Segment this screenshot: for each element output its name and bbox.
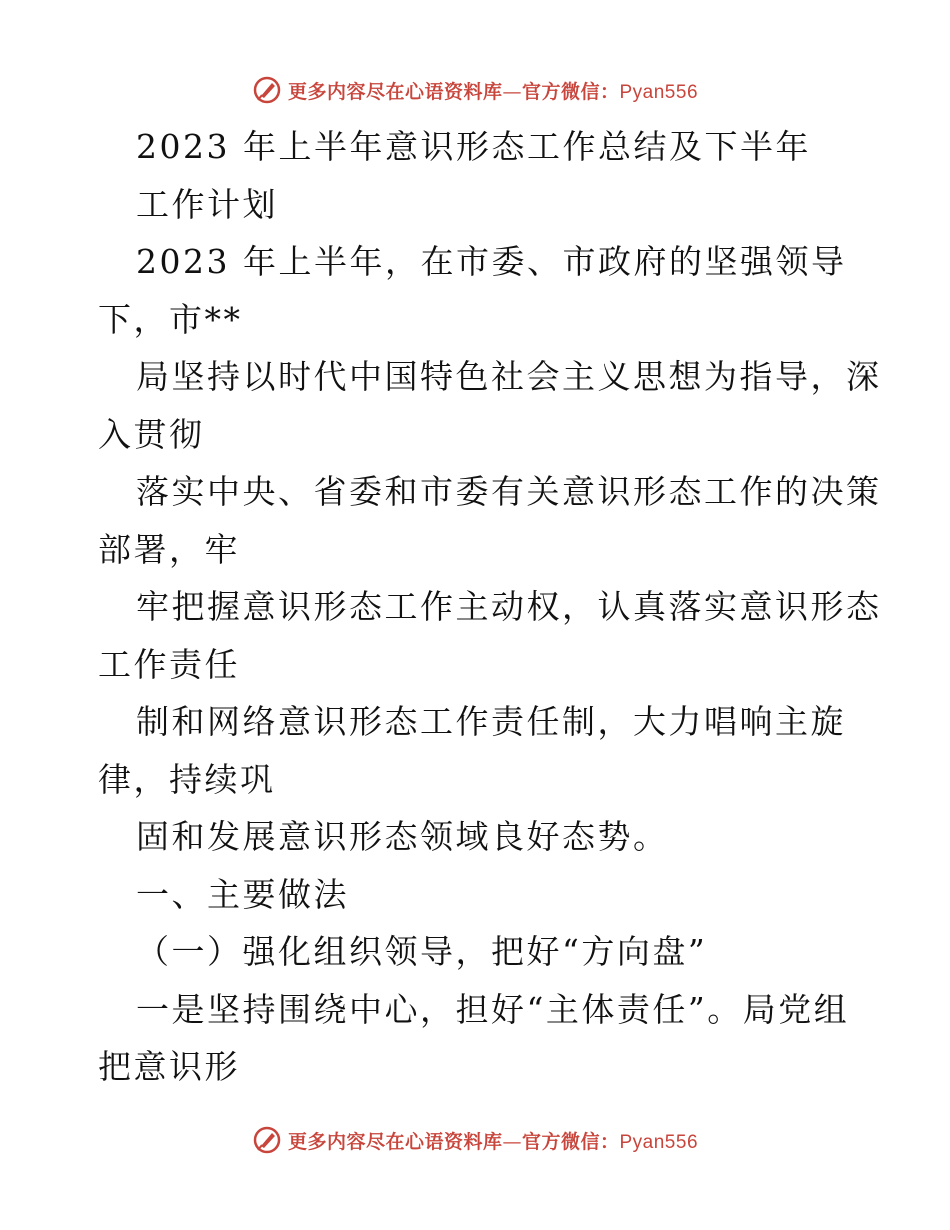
- text-line: （一）强化组织领导，把好“方向盘”: [136, 932, 708, 971]
- text-line: 局坚持以时代中国特色社会主义思想为指导，深: [136, 357, 882, 396]
- text-line: 一、主要做法: [136, 874, 349, 914]
- text-line: 2023 年上半年，在市委、市政府的坚强领导: [136, 242, 847, 281]
- text-line: 下，市**: [98, 299, 243, 339]
- pen-logo-icon: [252, 1125, 282, 1155]
- watermark-footer: [0, 1120, 950, 1160]
- text-line: 部署，牢: [98, 529, 240, 569]
- text-line: 律，持续巩: [98, 759, 276, 799]
- text-line: 落实中央、省委和市委有关意识形态工作的决策: [136, 472, 882, 511]
- text-line: 制和网络意识形态工作责任制，大力唱响主旋: [136, 702, 846, 741]
- text-line: 工作计划: [136, 184, 278, 224]
- text-line: 2023 年上半年意识形态工作总结及下半年: [136, 127, 811, 166]
- pen-logo-icon: [252, 75, 282, 105]
- watermark-header: [0, 70, 950, 110]
- text-line: 把意识形: [98, 1047, 240, 1086]
- text-line: 牢把握意识形态工作主动权，认真落实意识形态: [136, 587, 882, 626]
- watermark-text: 更多内容尽在心语资料库—官方微信：Pyan556: [287, 80, 699, 103]
- text-line: 固和发展意识形态领域良好态势。: [136, 817, 669, 856]
- text-line: 一是坚持围绕中心，担好“主体责任”。局党组: [136, 989, 850, 1029]
- text-line: 工作责任: [98, 644, 240, 684]
- text-line: 入贯彻: [98, 414, 205, 454]
- watermark-text: 更多内容尽在心语资料库—官方微信：Pyan556: [287, 1130, 699, 1153]
- document-body: [98, 118, 882, 1096]
